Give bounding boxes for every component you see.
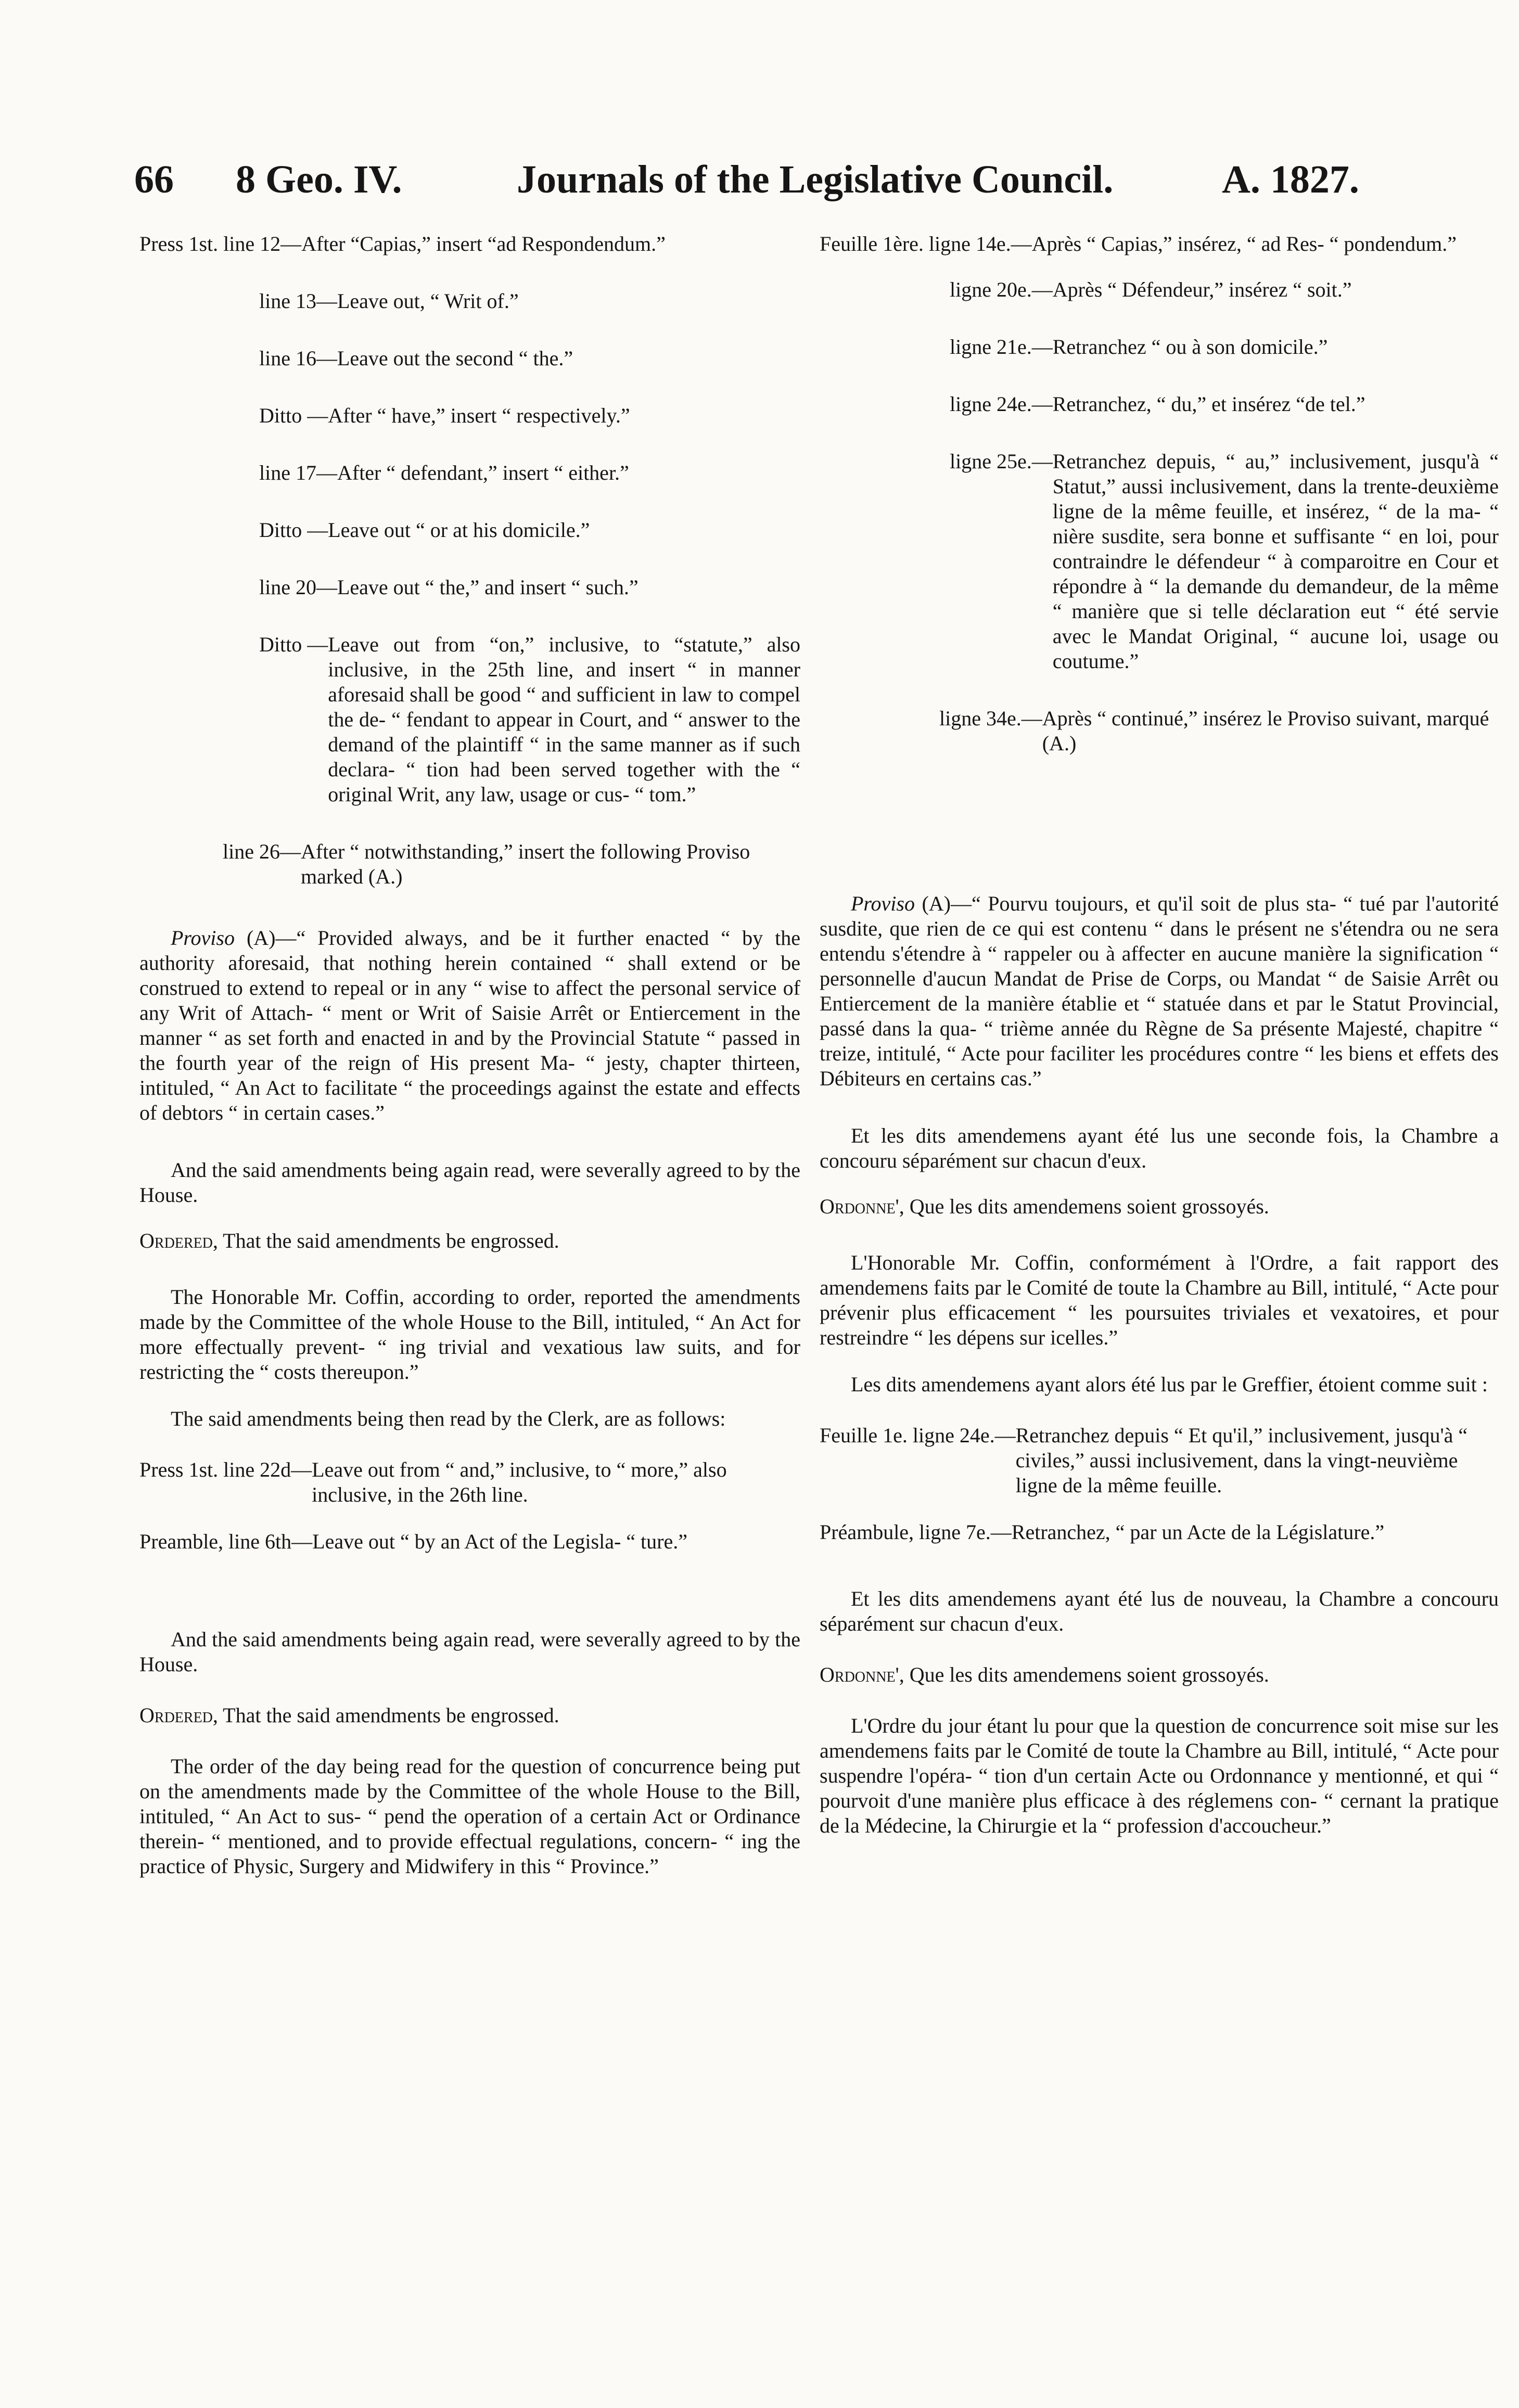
amendment-item: Ditto — After “ have,” insert “ respectively.” xyxy=(259,404,630,427)
amendment-item: line 17— After “ defendant,” insert “ either.” xyxy=(259,461,629,484)
feuille-ligne-24-amendment: Feuille 1e. ligne 24e.— Retranchez depuis “ Et qu'il,” inclusivement, jusqu'à “ civiles,” aussi inclusivement, dans la vingt-neuvième ligne de la même feuille. xyxy=(820,1424,1468,1497)
coffin-report-paragraph: The Honorable Mr. Coffin, according to order, reported the amendments made by the Committee of the whole House to the Bill, intituled, “ An Act for more effectually prevent- “ ing trivial and vexatious law suits, and for restricting the “ costs thereupon.” xyxy=(139,1285,800,1384)
order-of-day-paragraph: The order of the day being read for the question of concurrence being put on the amendments made by the Committee of the whole House to the Bill, intituled, “ An Act to sus- “ pend the operation of a certain Act or Ordinance therein- “ mentioned, and to provide effectual regulations, concern- “ ing the practice of Physic, Surgery and Midwifery in this “ Province.” xyxy=(139,1754,800,1878)
proviso-label: Proviso xyxy=(171,926,235,950)
amendment-item: line 16— Leave out the second “ the.” xyxy=(259,347,573,370)
ordered-paragraph-1: Ordered, That the said amendments be engrossed. xyxy=(139,1229,559,1252)
amendment-item: Ditto — Leave out “ or at his domicile.” xyxy=(259,518,590,542)
amendment-item: line 13— Leave out, “ Writ of.” xyxy=(259,289,519,313)
amendement-list xyxy=(950,277,1499,674)
amendement-item: ligne 20e.— Après “ Défendeur,” insérez “ soit.” xyxy=(950,278,1352,301)
running-header xyxy=(134,151,1451,208)
amendment-item: line 20— Leave out “ the,” and insert “ such.” xyxy=(259,575,639,599)
page-number: 66 xyxy=(134,158,174,201)
regnal-year: 8 Geo. IV. xyxy=(236,158,402,201)
agreed-paragraph-2: And the said amendments being again read, were severally agreed to by the House. xyxy=(139,1628,800,1676)
proviso-a: Proviso (A)—“ Provided always, and be it further enacted “ by the authority aforesaid, that nothing herein contained “ shall extend or be construed to extend to repeal or in any “ wise to affect the personal service of any Writ of Attach- “ ment or Writ of Saisie Arrêt or Entiercement in the manner “ as set forth and enacted in and by the Provincial Statute “ passed in the fourth year of the reign of His present Ma- “ jesty, chapter thirteen, intituled, “ An Act to facilitate “ the proceedings against the estate and effects of debtors “ in certain cases.” xyxy=(139,926,800,1124)
preamble-line-6-amendment: Preamble, line 6th— Leave out “ by an Act of the Legisla- “ ture.” xyxy=(139,1530,687,1553)
ordered-paragraph-1-fr: Ordonne', Que les dits amendemens soient grossoyés. xyxy=(820,1195,1269,1218)
french-column xyxy=(820,232,1499,1838)
amendment-item-line-26: line 26— After “ notwithstanding,” insert the following Proviso marked (A.) xyxy=(223,840,750,888)
feuille-ligne-14-amendment: Feuille 1ère. ligne 14e.— Après “ Capias,” insérez, “ ad Res- “ pondendum.” xyxy=(820,232,1457,255)
agreed-paragraph-1: And the said amendments being again read, were severally agreed to by the House. xyxy=(139,1158,800,1207)
press-line-22-amendment: Press 1st. line 22d— Leave out from “ and,” inclusive, to “ more,” also inclusive, in the 26th line. xyxy=(139,1458,727,1506)
amendement-item: ligne 25e.— Retranchez depuis, “ au,” inclusivement, jusqu'à “ Statut,” aussi inclusivement, dans la trente-deuxième ligne de la même feuille, et insérez, “ de la ma- “ nière susdite, sera bonne et suffisante “ en loi, pour contraindre le défendeur “ à comparoitre en Cour et répondre à “ la demande du demandeur, de la même “ manière que si telle déclaration eut “ été servie avec le Mandat Original, “ aucune loi, usage ou coutume.” xyxy=(950,450,1499,673)
preambule-ligne-7-amendment: Préambule, ligne 7e.— Retranchez, “ par un Acte de la Législature.” xyxy=(820,1520,1385,1544)
amendement-item-ligne-34: ligne 34e.— Après “ continué,” insérez le Proviso suivant, marqué (A.) xyxy=(939,707,1489,755)
ordered-paragraph-2: Ordered, That the said amendments be engrossed. xyxy=(139,1703,559,1727)
english-column xyxy=(139,232,800,1879)
agreed-paragraph-1-fr: Et les dits amendemens ayant été lus une seconde fois, la Chambre a concouru séparément sur chacun d'eux. xyxy=(820,1124,1499,1172)
calendar-year: A. 1827. xyxy=(1222,158,1359,201)
ordered-paragraph-2-fr: Ordonne', Que les dits amendemens soient grossoyés. xyxy=(820,1663,1269,1686)
amendement-item: ligne 24e.— Retranchez, “ du,” et insérez “de tel.” xyxy=(950,392,1365,416)
amendment-list xyxy=(259,289,800,807)
journal-title: Journals of the Legislative Council. xyxy=(517,158,1114,201)
press-line-12-amendment: Press 1st. line 12— After “Capias,” insert “ad Respondendum.” xyxy=(139,232,666,255)
amendement-item: ligne 21e.— Retranchez “ ou à son domicile.” xyxy=(950,335,1328,358)
proviso-label-fr: Proviso xyxy=(851,892,915,915)
read-by-clerk-paragraph: The said amendments being then read by the Clerk, are as follows: xyxy=(171,1407,726,1430)
coffin-report-paragraph-fr: L'Honorable Mr. Coffin, conformément à l'Ordre, a fait rapport des amendemens faits par le Comité de toute la Chambre au Bill, intitulé, “ Acte pour prévenir plus efficacement “ les poursuites triviales et vexatoires, et pour restreindre “ les dépens sur icelles.” xyxy=(820,1251,1499,1349)
proviso-a-fr: Proviso (A)—“ Pourvu toujours, et qu'il soit de plus sta- “ tué par l'autorité susdite, que rien de ce qui est contenu “ dans le présent ne s'étendra ou ne sera entendu s'étendre à “ rappeler ou à affecter en aucune manière la signification “ personnelle d'aucun Mandat de Prise de Corps, ou Mandat “ de Saisie Arrêt ou Entiercement de la manière établie et “ statuée dans et par le Statut Provincial, passé dans la qua- “ trième année du Règne de Sa présente Majesté, chapitre “ treize, intitulé, “ Acte pour faciliter les procédures contre “ les biens et effets des Débiteurs en certains cas.” xyxy=(820,892,1499,1090)
agreed-paragraph-2-fr: Et les dits amendemens ayant été lus de nouveau, la Chambre a concouru séparément sur chacun d'eux. xyxy=(820,1587,1499,1635)
read-by-clerk-paragraph-fr: Les dits amendemens ayant alors été lus par le Greffier, étoient comme suit : xyxy=(851,1373,1488,1396)
order-of-day-paragraph-fr: L'Ordre du jour étant lu pour que la question de concurrence soit mise sur les amendemens faits par le Comité de toute la Chambre au Bill, intitulé, “ Acte pour suspendre l'opéra- “ tion d'un certain Acte ou Ordonnance y mentionné, et qui “ pourvoit d'une manière plus efficace à des réglemens con- “ cernant la pratique de la Médecine, la Chirurgie et la “ profession d'accoucheur.” xyxy=(820,1714,1499,1837)
amendment-item: Ditto — Leave out from “on,” inclusive, to “statute,” also inclusive, in the 25th line, and insert “ in manner aforesaid shall be good “ and sufficient in law to compel the de- “ fendant to appear in Court, and “ answer to the demand of the plaintiff “ in the same manner as if such declara- “ tion had been served together with the “ original Writ, any law, usage or cus- “ tom.” xyxy=(259,633,800,806)
